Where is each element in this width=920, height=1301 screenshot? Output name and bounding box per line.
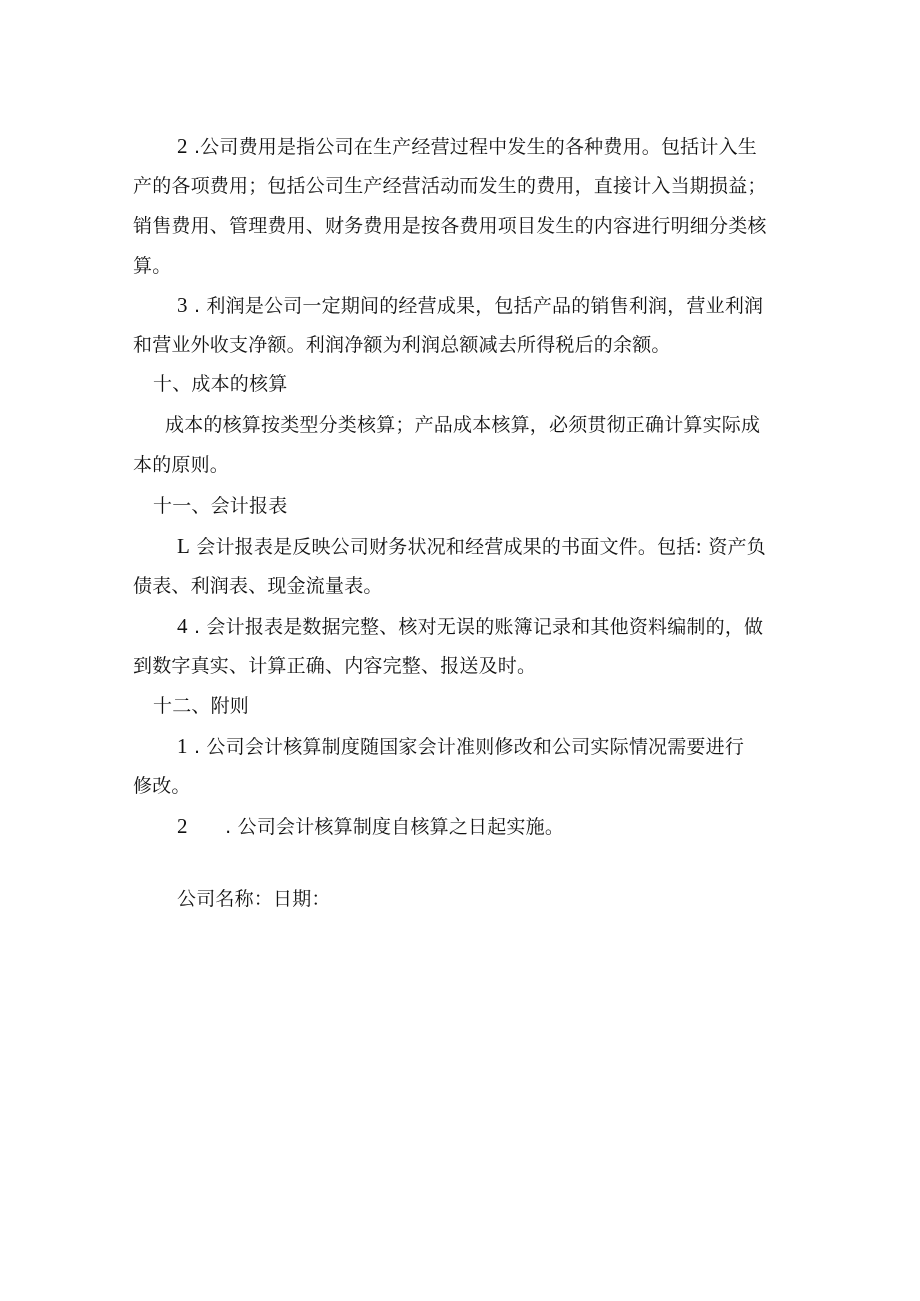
paragraph-appendix-item1-line-1 [133,734,847,759]
paragraph-fee-line-3: 销售费用、管理费用、财务费用是按各费用项目发生的内容进行明细分类核 [133,215,767,237]
paragraph-profit-line-2: 和营业外收支净额。利润净额为利润总额减去所得税后的余额。 [133,334,671,356]
section-heading-cost: 十、成本的核算 [153,373,288,395]
section-heading-appendix: 十二、附则 [153,695,250,717]
paragraph-reports-line-1 [133,534,847,559]
footer-company-date: 公司名称：日期： [177,888,331,910]
item-number: 4 [177,614,188,638]
paragraph-text: . 公司会计核算制度随国家会计准则修改和公司实际情况需要进行 [187,736,745,758]
paragraph-cost-line-2: 本的原则。 [133,454,230,476]
paragraph-text: . 利润是公司一定期间的经营成果，包括产品的销售利润，营业利润 [187,295,764,317]
item-number: 2 [177,134,188,158]
paragraph-reports-item4-line-1 [133,614,847,639]
paragraph-cost-line-1: 成本的核算按类型分类核算；产品成本核算，必须贯彻正确计算实际成 [165,414,761,436]
item-number: 3 [177,293,188,317]
paragraph-reports-item4-line-2: 到数字真实、计算正确、内容完整、报送及时。 [133,655,537,677]
paragraph-profit-line-1 [133,293,847,318]
paragraph-fee-line-1 [133,134,847,159]
paragraph-text: 会计报表是反映公司财务状况和经营成果的书面文件。包括: 资产负 [190,536,766,558]
paragraph-fee-line-4: 算。 [133,255,172,277]
item-number: 2 [177,814,188,838]
paragraph-appendix-item1-line-2: 修改。 [133,775,191,797]
paragraph-text: . 会计报表是数据完整、核对无误的账簿记录和其他资料编制的，做 [187,616,764,638]
paragraph-appendix-item2-line-1 [133,814,847,839]
section-heading-reports: 十一、会计报表 [153,495,288,517]
item-number: L [177,534,191,558]
paragraph-fee-line-2: 产的各项费用；包括公司生产经营活动而发生的费用，直接计入当期损益； [133,175,767,197]
item-number: 1 [177,734,188,758]
paragraph-text: .公司费用是指公司在生产经营过程中发生的各种费用。包括计入生 [187,136,757,158]
paragraph-reports-line-2: 债表、利润表、现金流量表。 [133,575,383,597]
paragraph-text: . 公司会计核算制度自核算之日起实施。 [187,816,565,838]
